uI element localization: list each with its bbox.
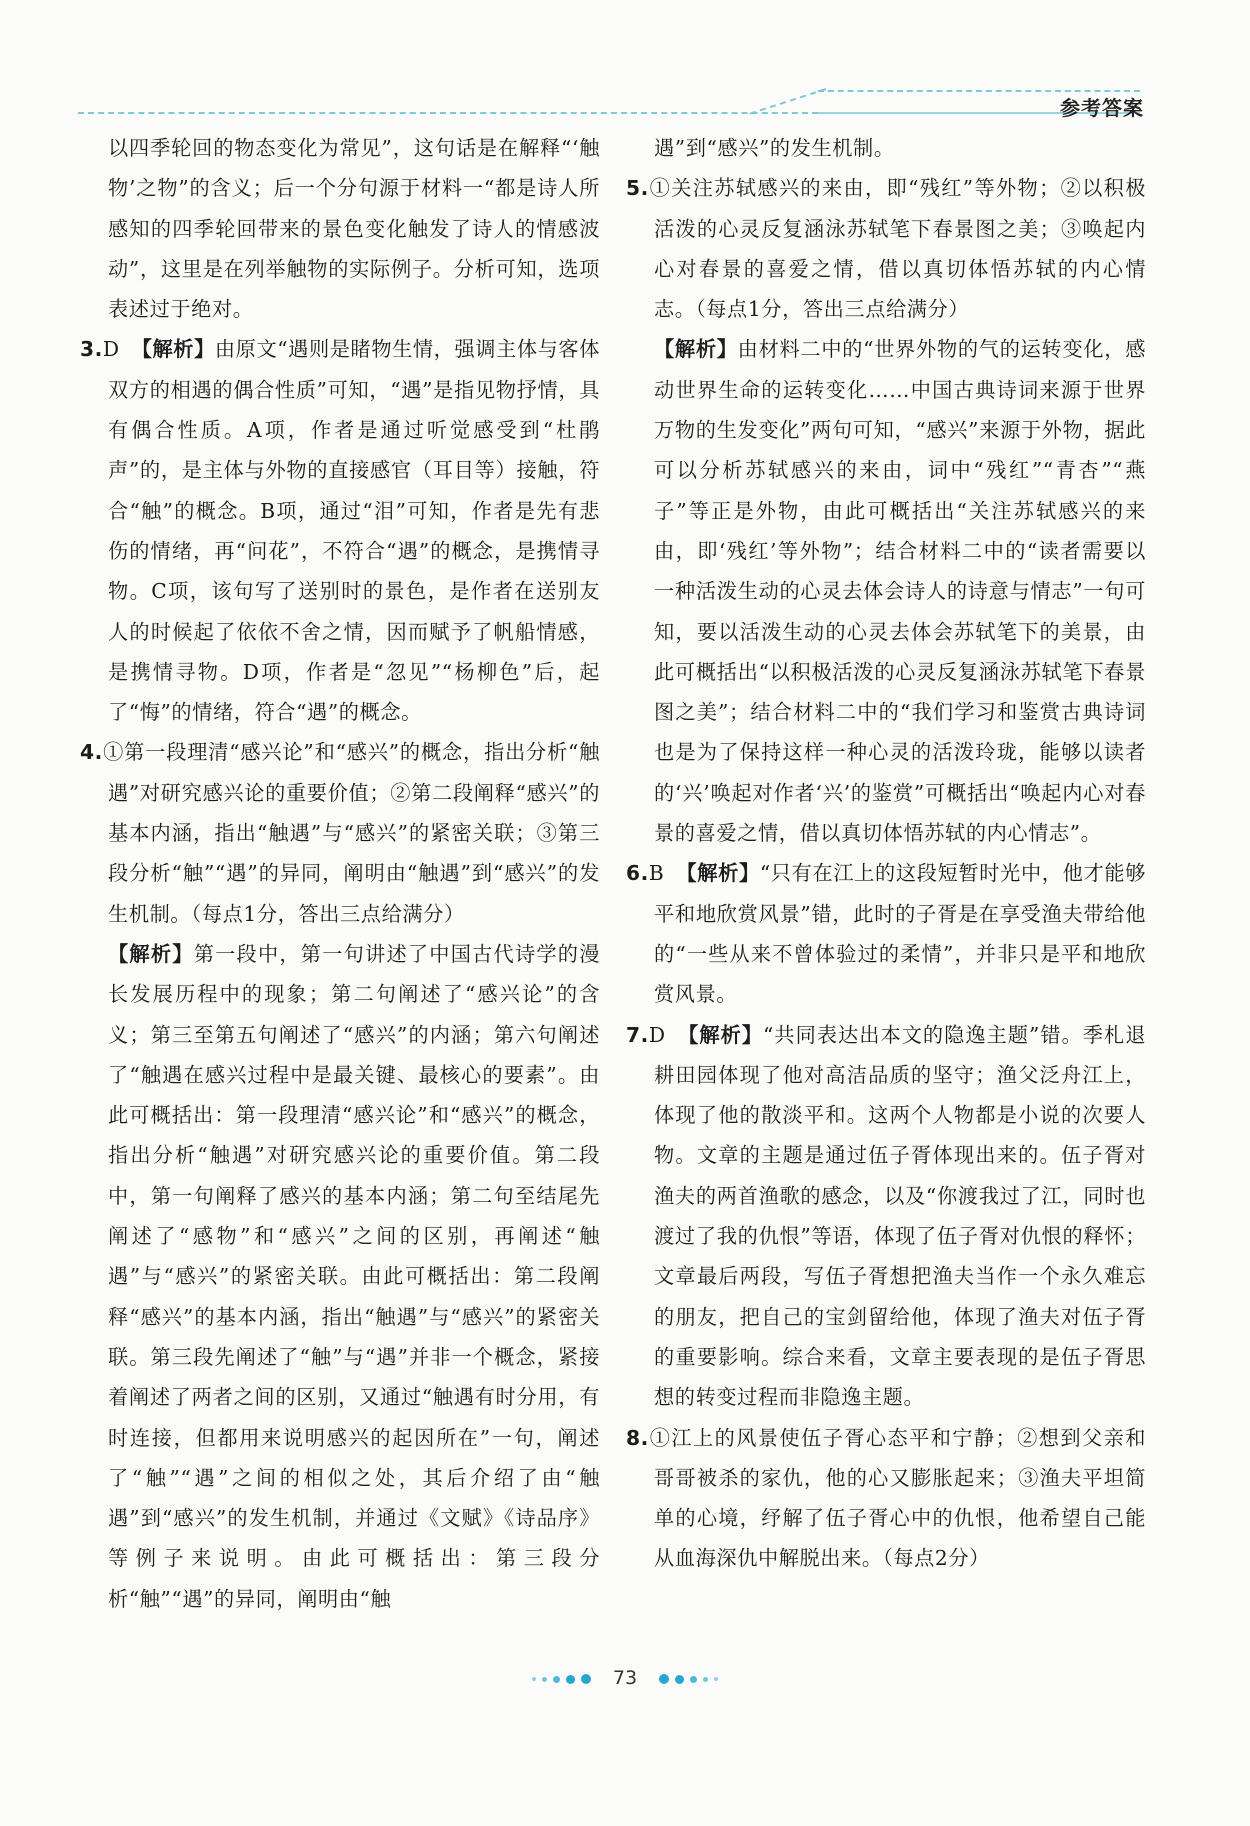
answer-item: [80, 329, 600, 732]
analysis-tag: 【解析】: [676, 861, 760, 886]
item-text: “共同表达出本文的隐逸主题”错。季札退耕田园体现了他对高洁品质的坚守；渔父泛舟江上，体现了他的散淡平和。这两个人物都是小说的次要人物。文章的主题是通过伍子胥体现出来的。伍子胥对渔夫的两首渔歌的感念，以及“你渡我过了江，同时也渡过了我的仇恨”等语，体现了伍子胥对仇恨的释怀；文章最后两段，写伍子胥想把渔夫当作一个永久难忘的朋友，把自己的宝剑留给他，体现了渔夫对伍子胥的重要影响。综合来看，文章主要表现的是伍子胥思想的转变过程而非隐逸主题。: [654, 1022, 1147, 1410]
answer-item: [80, 732, 600, 933]
analysis-paragraph: [80, 934, 600, 1619]
item-text: “只有在江上的这段短暂时光中，他才能够平和地欣赏风景”错，此时的子胥是在享受渔夫带给他的“一些从来不曾体验过的柔情”，并非只是平和地欣赏风景。: [654, 861, 1146, 1007]
answer-choice: D: [648, 1022, 666, 1047]
page-footer: [0, 1667, 1250, 1689]
left-column: [80, 128, 600, 1619]
analysis-tag: 【解析】: [677, 1022, 764, 1047]
analysis-text: 由材料二中的“世界外物的气的运转变化，感动世界生命的运转变化……中国古典诗词来源于世界万物的生发变化”两句可知，“感兴”来源于外物，据此可以分析苏轼感兴的来由，词中“残红”“青杏”“燕子”等正是外物，由此可概括出“关注苏轼感兴的来由，即‘残红’等外物”；结合材料二中的“读者需要以一种活泼生动的心灵去体会诗人的诗意与情志”一句可知，要以活泼生动的心灵去体会苏轼笔下的美景，由此可概括出“以积极活泼的心灵反复涵泳苏轼笔下春景图之美”；结合材料二中的“我们学习和鉴赏古典诗词也是为了保持这样一种心灵的活泼玲珑，能够以读者的‘兴’唤起对作者‘兴’的鉴赏”可概括出“唤起内心对春景的喜爱之情，借以真切体悟苏轼的内心情志”。: [654, 337, 1146, 846]
footer-dots-right: [656, 1669, 721, 1688]
item-text: ①江上的风景使伍子胥心态平和宁静；②想到父亲和哥哥被杀的家仇，他的心又膨胀起来；③渔夫平坦简单的心境，纾解了伍子胥心中的仇恨，他希望自己能从血海深仇中解脱出来。（每点2分）: [648, 1425, 1146, 1571]
page-header-title: 参考答案: [1060, 96, 1144, 120]
analysis-text: 第一段中，第一句讲述了中国古代诗学的漫长发展历程中的现象；第二句阐述了“感兴论”的含义；第三至第五句阐述了“感兴”的内涵；第六句阐述了“触遇在感兴过程中是最关键、最核心的要素”。由此可概括出：第一段理清“感兴论”和“感兴”的概念，指出分析“触遇”对研究感兴论的重要价值。第二段中，第一句阐释了感兴的基本内涵；第二句至结尾先阐述了“感物”和“感兴”之间的区别，再阐述“触遇”与“感兴”的紧密关联。由此可概括出：第二段阐释“感兴”的基本内涵，指出“触遇”与“感兴”的紧密关联。第三段先阐述了“触”与“遇”并非一个概念，紧接着阐述了两者之间的区别，又通过“触遇有时分用，有时连接，但都用来说明感兴的起因所在”一句，阐述了“触”“遇”之间的相似之处，其后介绍了由“触遇”到“感兴”的发生机制，并通过《文赋》《诗品序》等例子来说明。由此可概括出：第三段分析“触”“遇”的异同，阐明由“触: [108, 941, 601, 1611]
item-text: ①关注苏轼感兴的来由，即“残红”等外物；②以积极活泼的心灵反复涵泳苏轼笔下春景图之美；③唤起内心对春景的喜爱之情，借以真切体悟苏轼的内心情志。（每点1分，答出三点给满分）: [648, 176, 1146, 322]
answer-choice: D: [102, 337, 120, 362]
answer-choice: B: [648, 861, 665, 886]
answer-item: [626, 1015, 1146, 1418]
analysis-paragraph: [626, 329, 1146, 853]
answer-item: [626, 853, 1146, 1014]
item-text: 由原文“遇则是睹物生情，强调主体与客体双方的相遇的偶合性质”可知，“遇”是指见物抒情，具有偶合性质。A项，作者是通过听觉感受到“杜鹃声”的，是主体与外物的直接感官（耳目等）接触，符合“触”的概念。B项，通过“泪”可知，作者是先有悲伤的情绪，再“问花”，不符合“遇”的概念，是携情寻物。C项，该句写了送别时的景色，是作者在送别友人的时候起了依依不舍之情，因而赋予了帆船情感，是携情寻物。D项，作者是“忽见”“杨柳色”后，起了“悔”的情绪，符合“遇”的概念。: [108, 337, 600, 725]
header-rule: [78, 112, 818, 114]
footer-dots-left: [529, 1669, 594, 1688]
item-number: 7.: [626, 1022, 649, 1047]
item-number: 5.: [626, 176, 649, 201]
item-number: 4.: [80, 740, 103, 765]
item-number: 8.: [626, 1425, 649, 1450]
item-text: ①第一段理清“感兴论”和“感兴”的概念，指出分析“触遇”对研究感兴论的重要价值；②第二段阐释“感兴”的基本内涵，指出“触遇”与“感兴”的紧密关联；③第三段分析“触”“遇”的异同，阐明由“触遇”到“感兴”的发生机制。（每点1分，答出三点给满分）: [102, 740, 600, 926]
analysis-tag: 【解析】: [131, 337, 215, 362]
page-number: 73: [612, 1667, 638, 1689]
continued-paragraph: 以四季轮回的物态变化为常见”，这句话是在解释“‘触物’之物”的含义；后一个分句源于材料一“都是诗人所感知的四季轮回带来的景色变化触发了诗人的情感波动”，这里是在列举触物的实际例子。分析可知，选项表述过于绝对。: [108, 136, 600, 322]
analysis-tag: 【解析】: [654, 337, 738, 362]
answer-item: [626, 1418, 1146, 1579]
answer-item: [626, 168, 1146, 329]
item-number: 3.: [80, 337, 103, 362]
item-number: 6.: [626, 861, 649, 886]
analysis-tag: 【解析】: [108, 941, 194, 966]
right-column: [626, 128, 1146, 1579]
header-slant-rule: [750, 88, 827, 115]
continued-paragraph: 遇”到“感兴”的发生机制。: [654, 136, 895, 160]
